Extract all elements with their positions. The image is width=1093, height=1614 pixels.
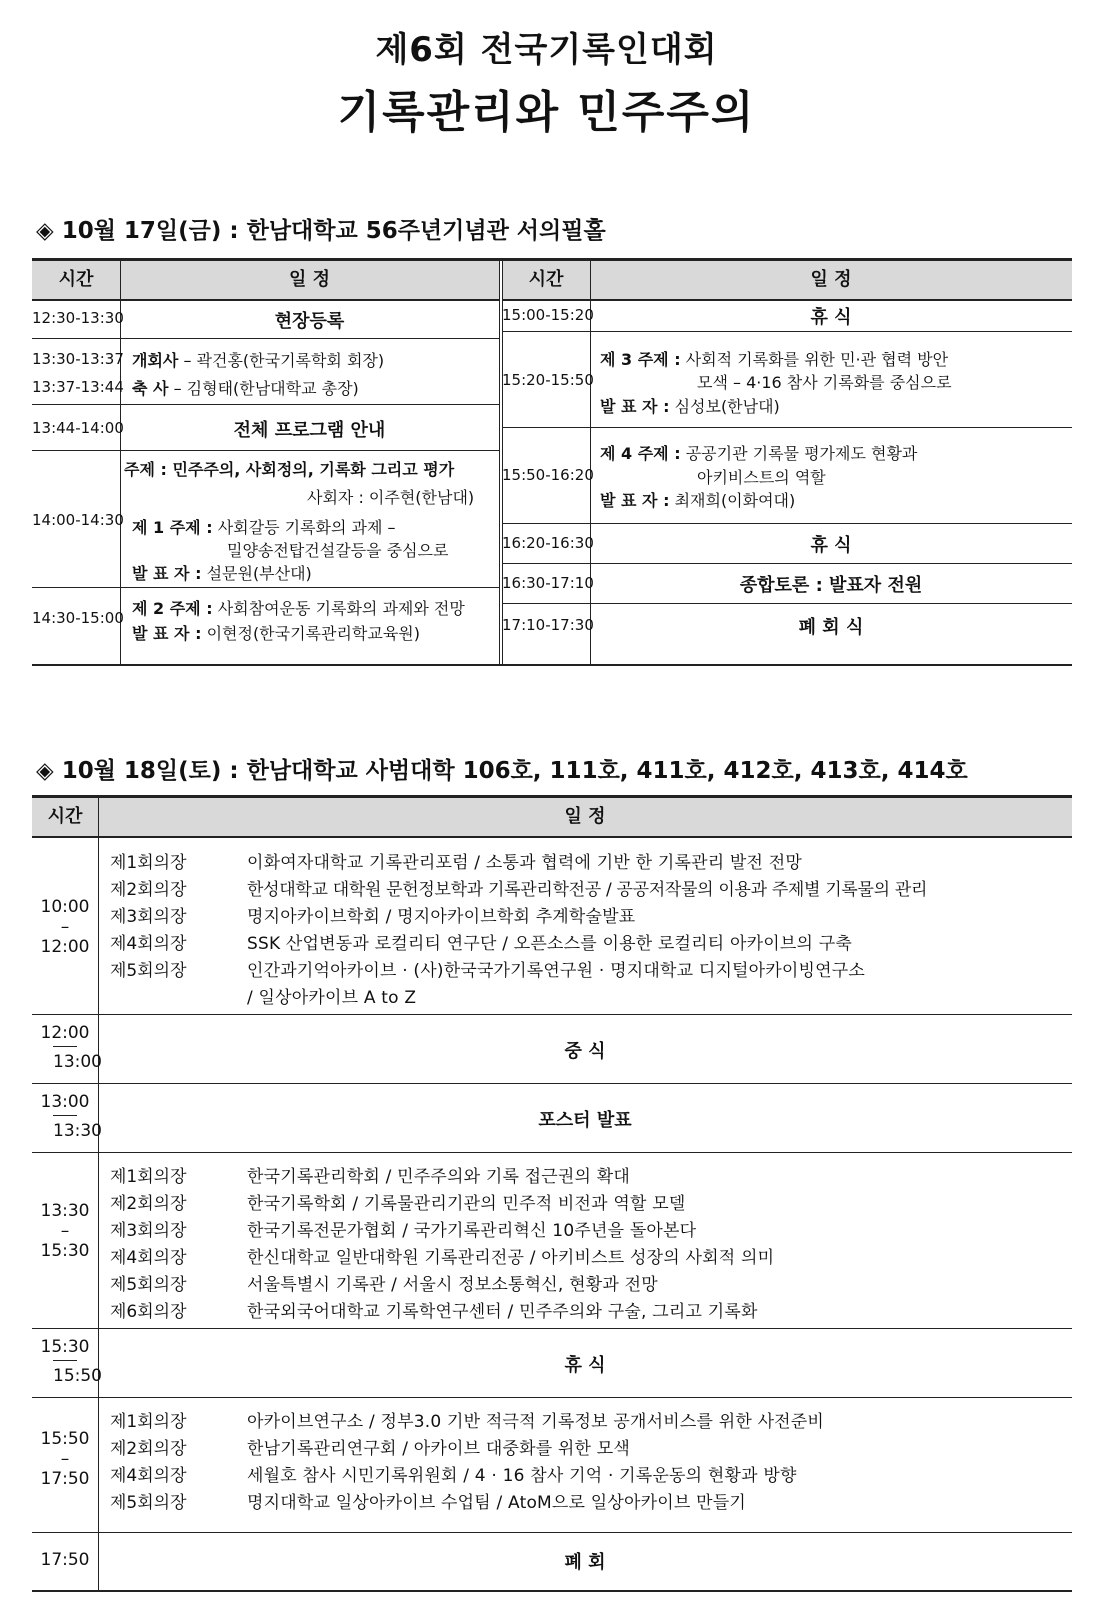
presenter-3-text: 심성보(한남대) bbox=[669, 397, 780, 416]
divider bbox=[502, 427, 1072, 428]
room-label: 제1회의장 bbox=[110, 1412, 187, 1432]
time-start: 15:50 bbox=[40, 1429, 90, 1449]
divider bbox=[32, 1083, 1072, 1084]
time-cell: 15:20-15:50 bbox=[502, 371, 594, 389]
session-desc: 한남기록관리연구회 / 아카이브 대중화를 위한 모색 bbox=[247, 1439, 631, 1459]
general-discussion-label: 종합토론 : 발표자 전원 bbox=[739, 575, 923, 596]
time-end: 15:50 bbox=[53, 1360, 77, 1391]
room-label: 제5회의장 bbox=[110, 1493, 187, 1513]
divider bbox=[590, 331, 1072, 332]
topic-1-label: 제 1 주제 : bbox=[132, 518, 213, 537]
presenter-1 bbox=[132, 561, 312, 584]
topic-1 bbox=[132, 515, 396, 538]
presenter-3 bbox=[600, 394, 780, 417]
presenter-2 bbox=[132, 621, 420, 644]
divider bbox=[98, 798, 99, 1590]
time-dash: – bbox=[60, 1221, 70, 1241]
room-label: 제3회의장 bbox=[110, 907, 187, 927]
presenter-2-label: 발 표 자 : bbox=[132, 624, 202, 643]
time-cell: 16:30-17:10 bbox=[502, 574, 594, 592]
time-cell bbox=[32, 1547, 98, 1573]
topic-4-label: 제 4 주제 : bbox=[600, 444, 681, 463]
room-label: 제4회의장 bbox=[110, 1466, 187, 1486]
session-desc: 인간과기억아카이브 · (사)한국국가기록연구원 · 명지대학교 디지털아카이빙연구소 bbox=[247, 961, 866, 981]
presenter-4-text: 최재희(이화여대) bbox=[669, 491, 796, 510]
time-start: 13:00 bbox=[40, 1092, 90, 1112]
divider bbox=[502, 603, 1072, 604]
divider bbox=[502, 299, 1072, 301]
day1-col-time-right: 시간 bbox=[528, 269, 564, 290]
topic-3-cont: 모색 – 4·16 참사 기록화를 중심으로 bbox=[697, 373, 952, 392]
day1-col-schedule-left: 일 정 bbox=[288, 269, 331, 290]
divider bbox=[502, 563, 1072, 564]
topic-4 bbox=[600, 441, 917, 464]
time-cell bbox=[32, 1089, 102, 1146]
time-dash: – bbox=[60, 917, 70, 937]
session-desc: 서울특별시 기록관 / 서울시 정보소통혁신, 현황과 전망 bbox=[247, 1275, 658, 1295]
room-label: 제5회의장 bbox=[110, 1275, 187, 1295]
presenter-2-text: 이현정(한국기록관리학교육원) bbox=[201, 624, 420, 643]
time-end: 13:30 bbox=[53, 1115, 77, 1146]
room-label: 제2회의장 bbox=[110, 1439, 187, 1459]
topic-3 bbox=[600, 347, 948, 370]
session-desc: 이화여자대학교 기록관리포럼 / 소통과 협력에 기반 한 기록관리 발전 전망 bbox=[247, 853, 803, 873]
time-end: 15:30 bbox=[40, 1241, 90, 1261]
session-desc: 한성대학교 대학원 문헌정보학과 기록관리학전공 / 공공저작물의 이용과 주제별 기록물의 관리 bbox=[247, 880, 928, 900]
room-label: 제2회의장 bbox=[110, 880, 187, 900]
time-cell: 15:00-15:20 bbox=[502, 306, 594, 324]
room-label: 제6회의장 bbox=[110, 1302, 187, 1322]
time-start: 12:00 bbox=[40, 1023, 90, 1043]
congrats-label: 축 사 bbox=[132, 379, 169, 398]
day2-schedule-table bbox=[32, 795, 1072, 1592]
time-end: 17:50 bbox=[40, 1469, 90, 1489]
room-label: 제5회의장 bbox=[110, 961, 187, 981]
closing-ceremony-label: 폐 회 식 bbox=[798, 617, 864, 638]
time-end: 13:00 bbox=[53, 1046, 77, 1077]
time-cell bbox=[32, 1198, 98, 1264]
time-start: 17:50 bbox=[40, 1550, 90, 1570]
divider bbox=[32, 1014, 1072, 1015]
divider bbox=[502, 523, 1072, 524]
time-start: 10:00 bbox=[40, 897, 90, 917]
time-cell: 13:37-13:44 bbox=[32, 378, 124, 396]
session-desc: 한국기록전문가협회 / 국가기록관리혁신 10주년을 돌아본다 bbox=[247, 1221, 697, 1241]
time-dash: – bbox=[60, 1449, 70, 1469]
session-desc: 한국기록관리학회 / 민주주의와 기록 접근권의 확대 bbox=[247, 1167, 631, 1187]
time-cell: 15:50-16:20 bbox=[502, 466, 594, 484]
moderator: 사회자 : 이주현(한남대) bbox=[307, 488, 475, 507]
day2-heading: ◈ 10월 18일(토) : 한남대학교 사범대학 106호, 111호, 411호, 412호, 413호, 414호 bbox=[36, 758, 968, 784]
session-desc-cont: / 일상아카이브 A to Z bbox=[247, 988, 417, 1008]
time-cell bbox=[32, 1334, 102, 1391]
divider bbox=[32, 404, 500, 405]
break-label: 휴 식 bbox=[810, 307, 852, 328]
time-cell bbox=[32, 894, 98, 960]
congrats-text: – 김형태(한남대학교 총장) bbox=[168, 379, 359, 398]
session-desc: 한국외국어대학교 기록학연구센터 / 민주주의와 구술, 그리고 기록화 bbox=[247, 1302, 758, 1322]
presenter-1-text: 설문원(부산대) bbox=[201, 564, 312, 583]
time-cell: 13:44-14:00 bbox=[32, 419, 124, 437]
divider bbox=[499, 261, 500, 664]
time-cell bbox=[32, 1020, 102, 1077]
room-label: 제3회의장 bbox=[110, 1221, 187, 1241]
program-guide-label: 전체 프로그램 안내 bbox=[233, 420, 386, 441]
time-cell: 12:30-13:30 bbox=[32, 309, 124, 327]
time-cell: 14:00-14:30 bbox=[32, 511, 124, 529]
presenter-1-label: 발 표 자 : bbox=[132, 564, 202, 583]
topic-1-text: 사회갈등 기록화의 과제 – bbox=[212, 518, 396, 537]
session-theme: 주제 : 민주주의, 사회정의, 기록화 그리고 평가 bbox=[124, 460, 455, 479]
room-label: 제1회의장 bbox=[110, 853, 187, 873]
time-cell bbox=[32, 1426, 98, 1492]
day2-col-schedule: 일 정 bbox=[564, 806, 606, 827]
day2-col-time: 시간 bbox=[47, 806, 83, 827]
day1-heading: ◈ 10월 17일(금) : 한남대학교 56주년기념관 서의필홀 bbox=[36, 218, 606, 244]
divider bbox=[32, 587, 500, 588]
break-label: 휴 식 bbox=[564, 1355, 606, 1376]
lunch-label: 중 식 bbox=[564, 1041, 606, 1062]
divider bbox=[32, 1397, 1072, 1398]
event-title: 기록관리와 민주주의 bbox=[337, 87, 756, 138]
time-start: 13:30 bbox=[40, 1201, 90, 1221]
divider bbox=[32, 1328, 1072, 1329]
day1-col-time-left: 시간 bbox=[58, 269, 94, 290]
time-cell: 13:30-13:37 bbox=[32, 350, 124, 368]
room-label: 제4회의장 bbox=[110, 934, 187, 954]
divider bbox=[32, 338, 500, 339]
congratulatory-speech bbox=[132, 376, 359, 399]
topic-4-cont: 아키비스트의 역할 bbox=[697, 468, 826, 487]
presenter-4-label: 발 표 자 : bbox=[600, 491, 670, 510]
event-subtitle: 제6회 전국기록인대회 bbox=[375, 30, 718, 70]
poster-label: 포스터 발표 bbox=[538, 1110, 632, 1131]
topic-3-text: 사회적 기록화를 위한 민·관 협력 방안 bbox=[680, 350, 949, 369]
divider bbox=[32, 1532, 1072, 1533]
session-desc: 세월호 참사 시민기록위원회 / 4 · 16 참사 기억 · 기록운동의 현황과 방향 bbox=[247, 1466, 797, 1486]
presenter-3-label: 발 표 자 : bbox=[600, 397, 670, 416]
opening-speech bbox=[132, 348, 384, 371]
divider bbox=[32, 299, 500, 301]
session-desc: 명지아카이브학회 / 명지아카이브학회 추계학술발표 bbox=[247, 907, 636, 927]
session-desc: SSK 산업변동과 로컬리티 연구단 / 오픈소스를 이용한 로컬리티 아카이브의 구축 bbox=[247, 934, 852, 954]
topic-4-text: 공공기관 기록물 평가제도 현황과 bbox=[680, 444, 918, 463]
time-cell: 17:10-17:30 bbox=[502, 616, 594, 634]
topic-2-text: 사회참여운동 기록화의 과제와 전망 bbox=[212, 599, 465, 618]
divider bbox=[32, 450, 500, 451]
closing-label: 폐 회 bbox=[564, 1552, 606, 1573]
room-label: 제1회의장 bbox=[110, 1167, 187, 1187]
break-label: 휴 식 bbox=[810, 535, 852, 556]
time-cell: 14:30-15:00 bbox=[32, 609, 124, 627]
session-desc: 명지대학교 일상아카이브 수업팀 / AtoM으로 일상아카이브 만들기 bbox=[247, 1493, 746, 1513]
topic-2 bbox=[132, 596, 465, 619]
day1-col-schedule-right: 일 정 bbox=[810, 269, 852, 290]
topic-2-label: 제 2 주제 : bbox=[132, 599, 213, 618]
time-start: 15:30 bbox=[40, 1337, 90, 1357]
divider bbox=[502, 331, 590, 332]
topic-1-cont: 밀양송전탑건설갈등을 중심으로 bbox=[227, 541, 449, 560]
session-desc: 한신대학교 일반대학원 기록관리전공 / 아키비스트 성장의 사회적 의미 bbox=[247, 1248, 775, 1268]
room-label: 제4회의장 bbox=[110, 1248, 187, 1268]
presenter-4 bbox=[600, 488, 795, 511]
time-end: 12:00 bbox=[40, 937, 90, 957]
day1-schedule-table bbox=[32, 258, 1072, 666]
opening-text: – 곽건홍(한국기록학회 회장) bbox=[178, 351, 385, 370]
session-desc: 아카이브연구소 / 정부3.0 기반 적극적 기록정보 공개서비스를 위한 사전준비 bbox=[247, 1412, 825, 1432]
session-desc: 한국기록학회 / 기록물관리기관의 민주적 비전과 역할 모델 bbox=[247, 1194, 686, 1214]
registration-label: 현장등록 bbox=[274, 311, 345, 332]
divider bbox=[32, 836, 1072, 838]
topic-3-label: 제 3 주제 : bbox=[600, 350, 681, 369]
time-cell: 16:20-16:30 bbox=[502, 534, 594, 552]
room-label: 제2회의장 bbox=[110, 1194, 187, 1214]
divider bbox=[32, 1152, 1072, 1153]
opening-label: 개회사 bbox=[132, 351, 179, 370]
